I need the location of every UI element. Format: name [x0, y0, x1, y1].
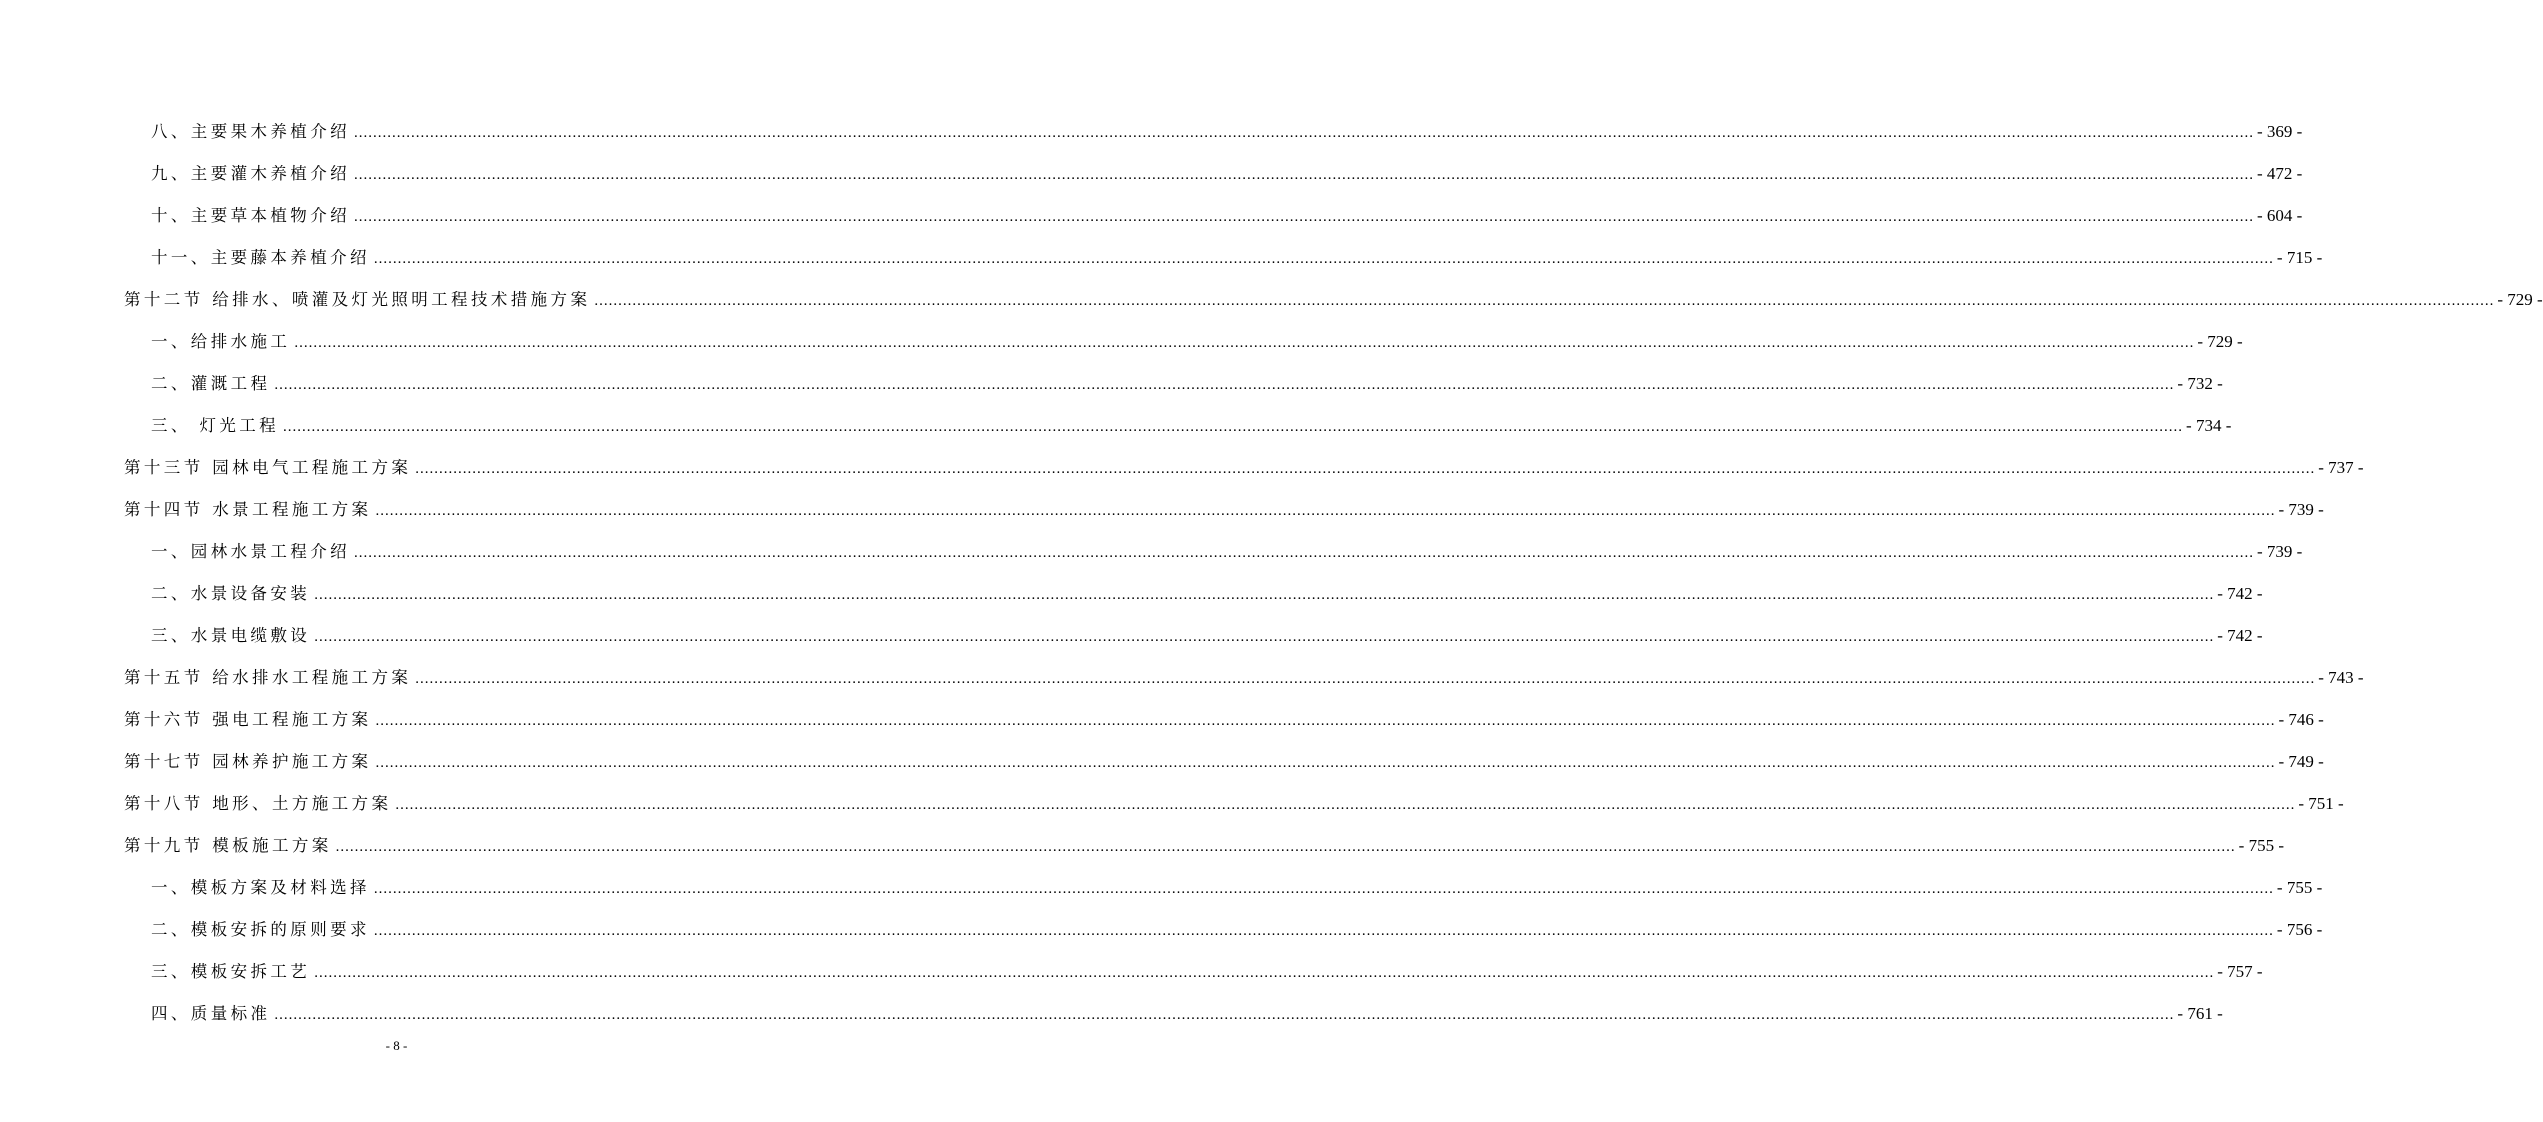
toc-entry-page-number: - 737 - [2318, 458, 2364, 477]
toc-dot-leader: ................................................................................................................................................................................................................................................................................................................................................................................................................ [314, 629, 2215, 645]
toc-dot-leader: ................................................................................................................................................................................................................................................................................................................................................................................................................ [354, 209, 2254, 225]
toc-entry[interactable] [0, 700, 2324, 742]
toc-dot-leader: ................................................................................................................................................................................................................................................................................................................................................................................................................ [415, 461, 2316, 477]
toc-entry-title: 十一、主要藤本养植介绍 [151, 248, 370, 267]
toc-entry-title: 第十五节 给水排水工程施工方案 [124, 668, 412, 687]
toc-entry-title: 一、给排水施工 [151, 332, 291, 351]
toc-entry-page-number: - 729 - [2497, 290, 2543, 309]
toc-entry-page-number: - 734 - [2186, 416, 2232, 435]
toc-entry[interactable] [0, 112, 2303, 154]
toc-dot-leader: ................................................................................................................................................................................................................................................................................................................................................................................................................ [294, 335, 2195, 351]
toc-entry-page-number: - 739 - [2257, 542, 2303, 561]
toc-entry-page-number: - 757 - [2217, 962, 2263, 981]
toc-entry-line [151, 624, 2263, 649]
toc-entry[interactable] [0, 196, 2303, 238]
toc-entry-title: 三、水景电缆敷设 [151, 626, 311, 645]
toc-entry[interactable] [0, 742, 2324, 784]
toc-entry-page-number: - 369 - [2257, 122, 2303, 141]
toc-entry[interactable] [0, 994, 2223, 1036]
toc-entry[interactable] [0, 490, 2324, 532]
toc-entry-title: 二、灌溉工程 [151, 374, 271, 393]
toc-entry[interactable] [0, 910, 2323, 952]
toc-entry[interactable] [0, 868, 2323, 910]
toc-entry[interactable] [0, 322, 2243, 364]
toc-entry-page-number: - 746 - [2278, 710, 2324, 729]
toc-entry-line [151, 918, 2323, 943]
toc-entry-page-number: - 761 - [2177, 1004, 2223, 1023]
toc-dot-leader: ................................................................................................................................................................................................................................................................................................................................................................................................................ [274, 1007, 2175, 1023]
toc-entry-title: 一、园林水景工程介绍 [151, 542, 350, 561]
toc-entry-page-number: - 604 - [2257, 206, 2303, 225]
toc-entry-page-number: - 755 - [2276, 878, 2323, 897]
toc-entry-line [151, 162, 2303, 187]
toc-entry[interactable] [0, 826, 2284, 868]
toc-entry-line [124, 708, 2324, 733]
toc-entry[interactable] [0, 280, 2543, 322]
toc-entry-page-number: - 739 - [2278, 500, 2324, 519]
toc-entry[interactable] [0, 616, 2263, 658]
toc-entry[interactable] [0, 952, 2263, 994]
toc-dot-leader: ................................................................................................................................................................................................................................................................................................................................................................................................................ [354, 125, 2254, 141]
toc-entry-page-number: - 743 - [2318, 668, 2364, 687]
toc-entry-line [124, 750, 2324, 775]
toc-entry-line [151, 246, 2323, 271]
toc-entry-line [151, 414, 2232, 439]
toc-dot-leader: ................................................................................................................................................................................................................................................................................................................................................................................................................ [335, 839, 2236, 855]
toc-entry-title: 第十三节 园林电气工程施工方案 [124, 458, 412, 477]
toc-dot-leader: ................................................................................................................................................................................................................................................................................................................................................................................................................ [354, 167, 2254, 183]
toc-entry[interactable] [0, 238, 2323, 280]
toc-entry-title: 九、主要灌木养植介绍 [151, 164, 350, 183]
toc-entry-title: 第十六节 强电工程施工方案 [124, 710, 372, 729]
toc-entry-line [124, 792, 2344, 817]
toc-entry-title: 四、质量标准 [151, 1004, 271, 1023]
toc-entry-page-number: - 472 - [2257, 164, 2303, 183]
toc-entry-page-number: - 756 - [2276, 920, 2323, 939]
toc-entry-title: 一、模板方案及材料选择 [151, 878, 370, 897]
toc-entry-page-number: - 742 - [2217, 584, 2263, 603]
page-number-footer: - 8 - [385, 1038, 408, 1053]
toc-entry-line [124, 288, 2543, 313]
toc-entry-line [124, 456, 2364, 481]
toc-entry-title: 第十二节 给排水、喷灌及灯光照明工程技术措施方案 [124, 290, 591, 309]
toc-dot-leader: ................................................................................................................................................................................................................................................................................................................................................................................................................ [415, 671, 2316, 687]
toc-dot-leader: ................................................................................................................................................................................................................................................................................................................................................................................................................ [395, 797, 2296, 813]
toc-entry-title: 二、模板安拆的原则要求 [151, 920, 370, 939]
toc-entry[interactable] [0, 448, 2364, 490]
toc-entry-line [124, 498, 2324, 523]
toc-entry-title: 第十四节 水景工程施工方案 [124, 500, 372, 519]
toc-entry[interactable] [0, 406, 2232, 448]
toc-entry[interactable] [0, 784, 2344, 826]
toc-dot-leader: ................................................................................................................................................................................................................................................................................................................................................................................................................ [283, 419, 2184, 435]
toc-entry-page-number: - 751 - [2298, 794, 2344, 813]
toc-entry-page-number: - 732 - [2177, 374, 2223, 393]
toc-entry-line [151, 330, 2243, 355]
toc-entry-title: 第十七节 园林养护施工方案 [124, 752, 372, 771]
toc-entry-line [151, 204, 2303, 229]
toc-entry-line [151, 876, 2323, 901]
toc-entry-line [151, 1002, 2223, 1027]
toc-entry-title: 第十九节 模板施工方案 [124, 836, 332, 855]
toc-entry-title: 十、主要草本植物介绍 [151, 206, 350, 225]
toc-entry[interactable] [0, 658, 2364, 700]
toc-entry-line [151, 540, 2303, 565]
toc-entry-page-number: - 749 - [2278, 752, 2324, 771]
toc-dot-leader: ................................................................................................................................................................................................................................................................................................................................................................................................................ [594, 293, 2495, 309]
toc-entry-line [151, 960, 2263, 985]
toc-entry-line [151, 372, 2223, 397]
table-of-contents [0, 112, 2543, 1036]
toc-entry[interactable] [0, 154, 2303, 196]
toc-dot-leader: ................................................................................................................................................................................................................................................................................................................................................................................................................ [354, 545, 2254, 561]
toc-entry-line [124, 666, 2364, 691]
toc-dot-leader: ................................................................................................................................................................................................................................................................................................................................................................................................................ [375, 503, 2276, 519]
toc-dot-leader: ................................................................................................................................................................................................................................................................................................................................................................................................................ [375, 713, 2276, 729]
toc-entry-title: 三、模板安拆工艺 [151, 962, 311, 981]
toc-entry-title: 八、主要果木养植介绍 [151, 122, 350, 141]
toc-dot-leader: ................................................................................................................................................................................................................................................................................................................................................................................................................ [373, 881, 2274, 897]
toc-dot-leader: ................................................................................................................................................................................................................................................................................................................................................................................................................ [373, 923, 2274, 939]
toc-dot-leader: ................................................................................................................................................................................................................................................................................................................................................................................................................ [375, 755, 2276, 771]
toc-entry-page-number: - 729 - [2197, 332, 2243, 351]
toc-entry-page-number: - 755 - [2238, 836, 2284, 855]
toc-entry-line [151, 582, 2263, 607]
toc-entry-title: 二、水景设备安装 [151, 584, 311, 603]
toc-entry-title: 第十八节 地形、土方施工方案 [124, 794, 392, 813]
toc-dot-leader: ................................................................................................................................................................................................................................................................................................................................................................................................................ [314, 587, 2215, 603]
toc-dot-leader: ................................................................................................................................................................................................................................................................................................................................................................................................................ [373, 251, 2274, 267]
toc-dot-leader: ................................................................................................................................................................................................................................................................................................................................................................................................................ [274, 377, 2175, 393]
toc-entry-line [151, 120, 2303, 145]
toc-entry-line [124, 834, 2284, 859]
toc-entry-page-number: - 742 - [2217, 626, 2263, 645]
toc-entry-title: 三、 灯光工程 [151, 416, 280, 435]
toc-entry[interactable] [0, 364, 2223, 406]
toc-entry[interactable] [0, 574, 2263, 616]
toc-entry-page-number: - 715 - [2276, 248, 2323, 267]
toc-dot-leader: ................................................................................................................................................................................................................................................................................................................................................................................................................ [314, 965, 2215, 981]
toc-entry[interactable] [0, 532, 2303, 574]
